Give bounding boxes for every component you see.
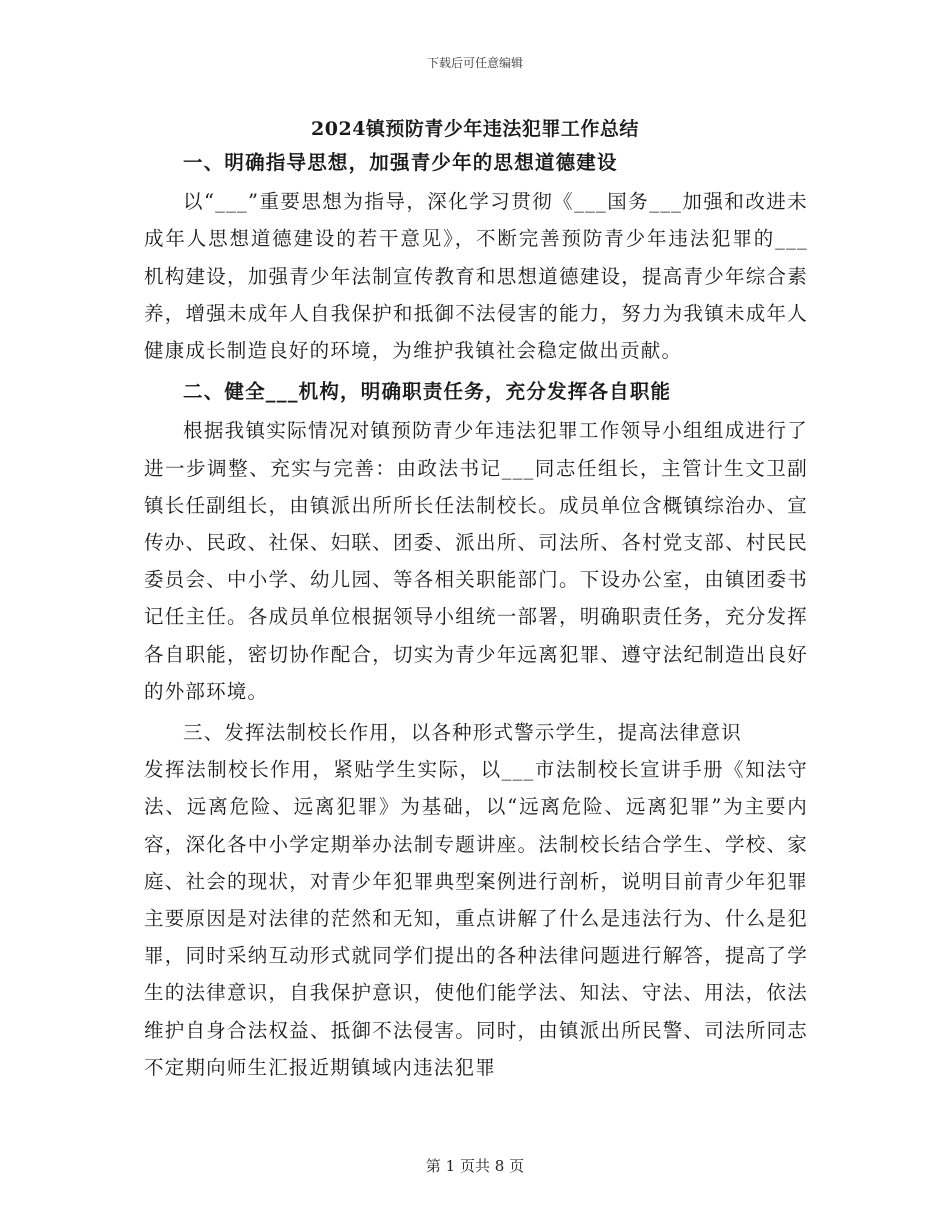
section-1-heading: 一、明确指导思想，加强青少年的思想道德建设 <box>183 151 618 174</box>
section-1-paragraph: 以“___”重要思想为指导，深化学习贯彻《___国务___加强和改进未成年人思想道德建设的若干意见》，不断完善预防青少年违法犯罪的___机构建设，加强青少年法制宣传教育和思想道德建设，提高青少年综合素养，增强未成年人自我保护和抵御不法侵害的能力，努力为我镇未成年人健康成长制造良好的环境，为维护我镇社会稳定做出贡献。 <box>144 190 808 363</box>
section-3-paragraph: 发挥法制校长作用，紧贴学生实际，以___市法制校长宣讲手册《知法守法、远离危险、远离犯罪》为基础，以“远离危险、远离犯罪”为主要内容，深化各中小学定期举办法制专题讲座。法制校长结合学生、学校、家庭、社会的现状，对青少年犯罪典型案例进行剖析，说明目前青少年犯罪主要原因是对法律的茫然和无知，重点讲解了什么是违法行为、什么是犯罪，同时采纳互动形式就同学们提出的各种法律问题进行解答，提高了学生的法律意识，自我保护意识，使他们能学法、知法、守法、用法，依法维护自身合法权益、抵御不法侵害。同时，由镇派出所民警、司法所同志不定期向师生汇报近期镇域内违法犯罪 <box>144 758 808 1079</box>
header-note: 下载后可任意编辑 <box>426 56 523 70</box>
document-body <box>144 144 808 1086</box>
page-footer: 第 1 页共 8 页 <box>425 1157 525 1175</box>
section-3-heading: 三、发挥法制校长作用，以各种形式警示学生，提高法律意识 <box>183 721 742 745</box>
document-title: 2024镇预防青少年违法犯罪工作总结 <box>311 118 639 140</box>
section-2-paragraph: 根据我镇实际情况对镇预防青少年违法犯罪工作领导小组组成进行了进一步调整、充实与完善：由政法书记___同志任组长，主管计生文卫副镇长任副组长，由镇派出所所长任法制校长。成员单位含概镇综治办、宣传办、民政、社保、妇联、团委、派出所、司法所、各村党支部、村民民委员会、中小学、幼儿园、等各相关职能部门。下设办公室，由镇团委书记任主任。各成员单位根据领导小组统一部署，明确职责任务，充分发挥各自职能，密切协作配合，切实为青少年远离犯罪、遵守法纪制造出良好的外部环境。 <box>144 419 808 703</box>
section-2-heading: 二、健全___机构，明确职责任务，充分发挥各自职能 <box>183 380 672 404</box>
